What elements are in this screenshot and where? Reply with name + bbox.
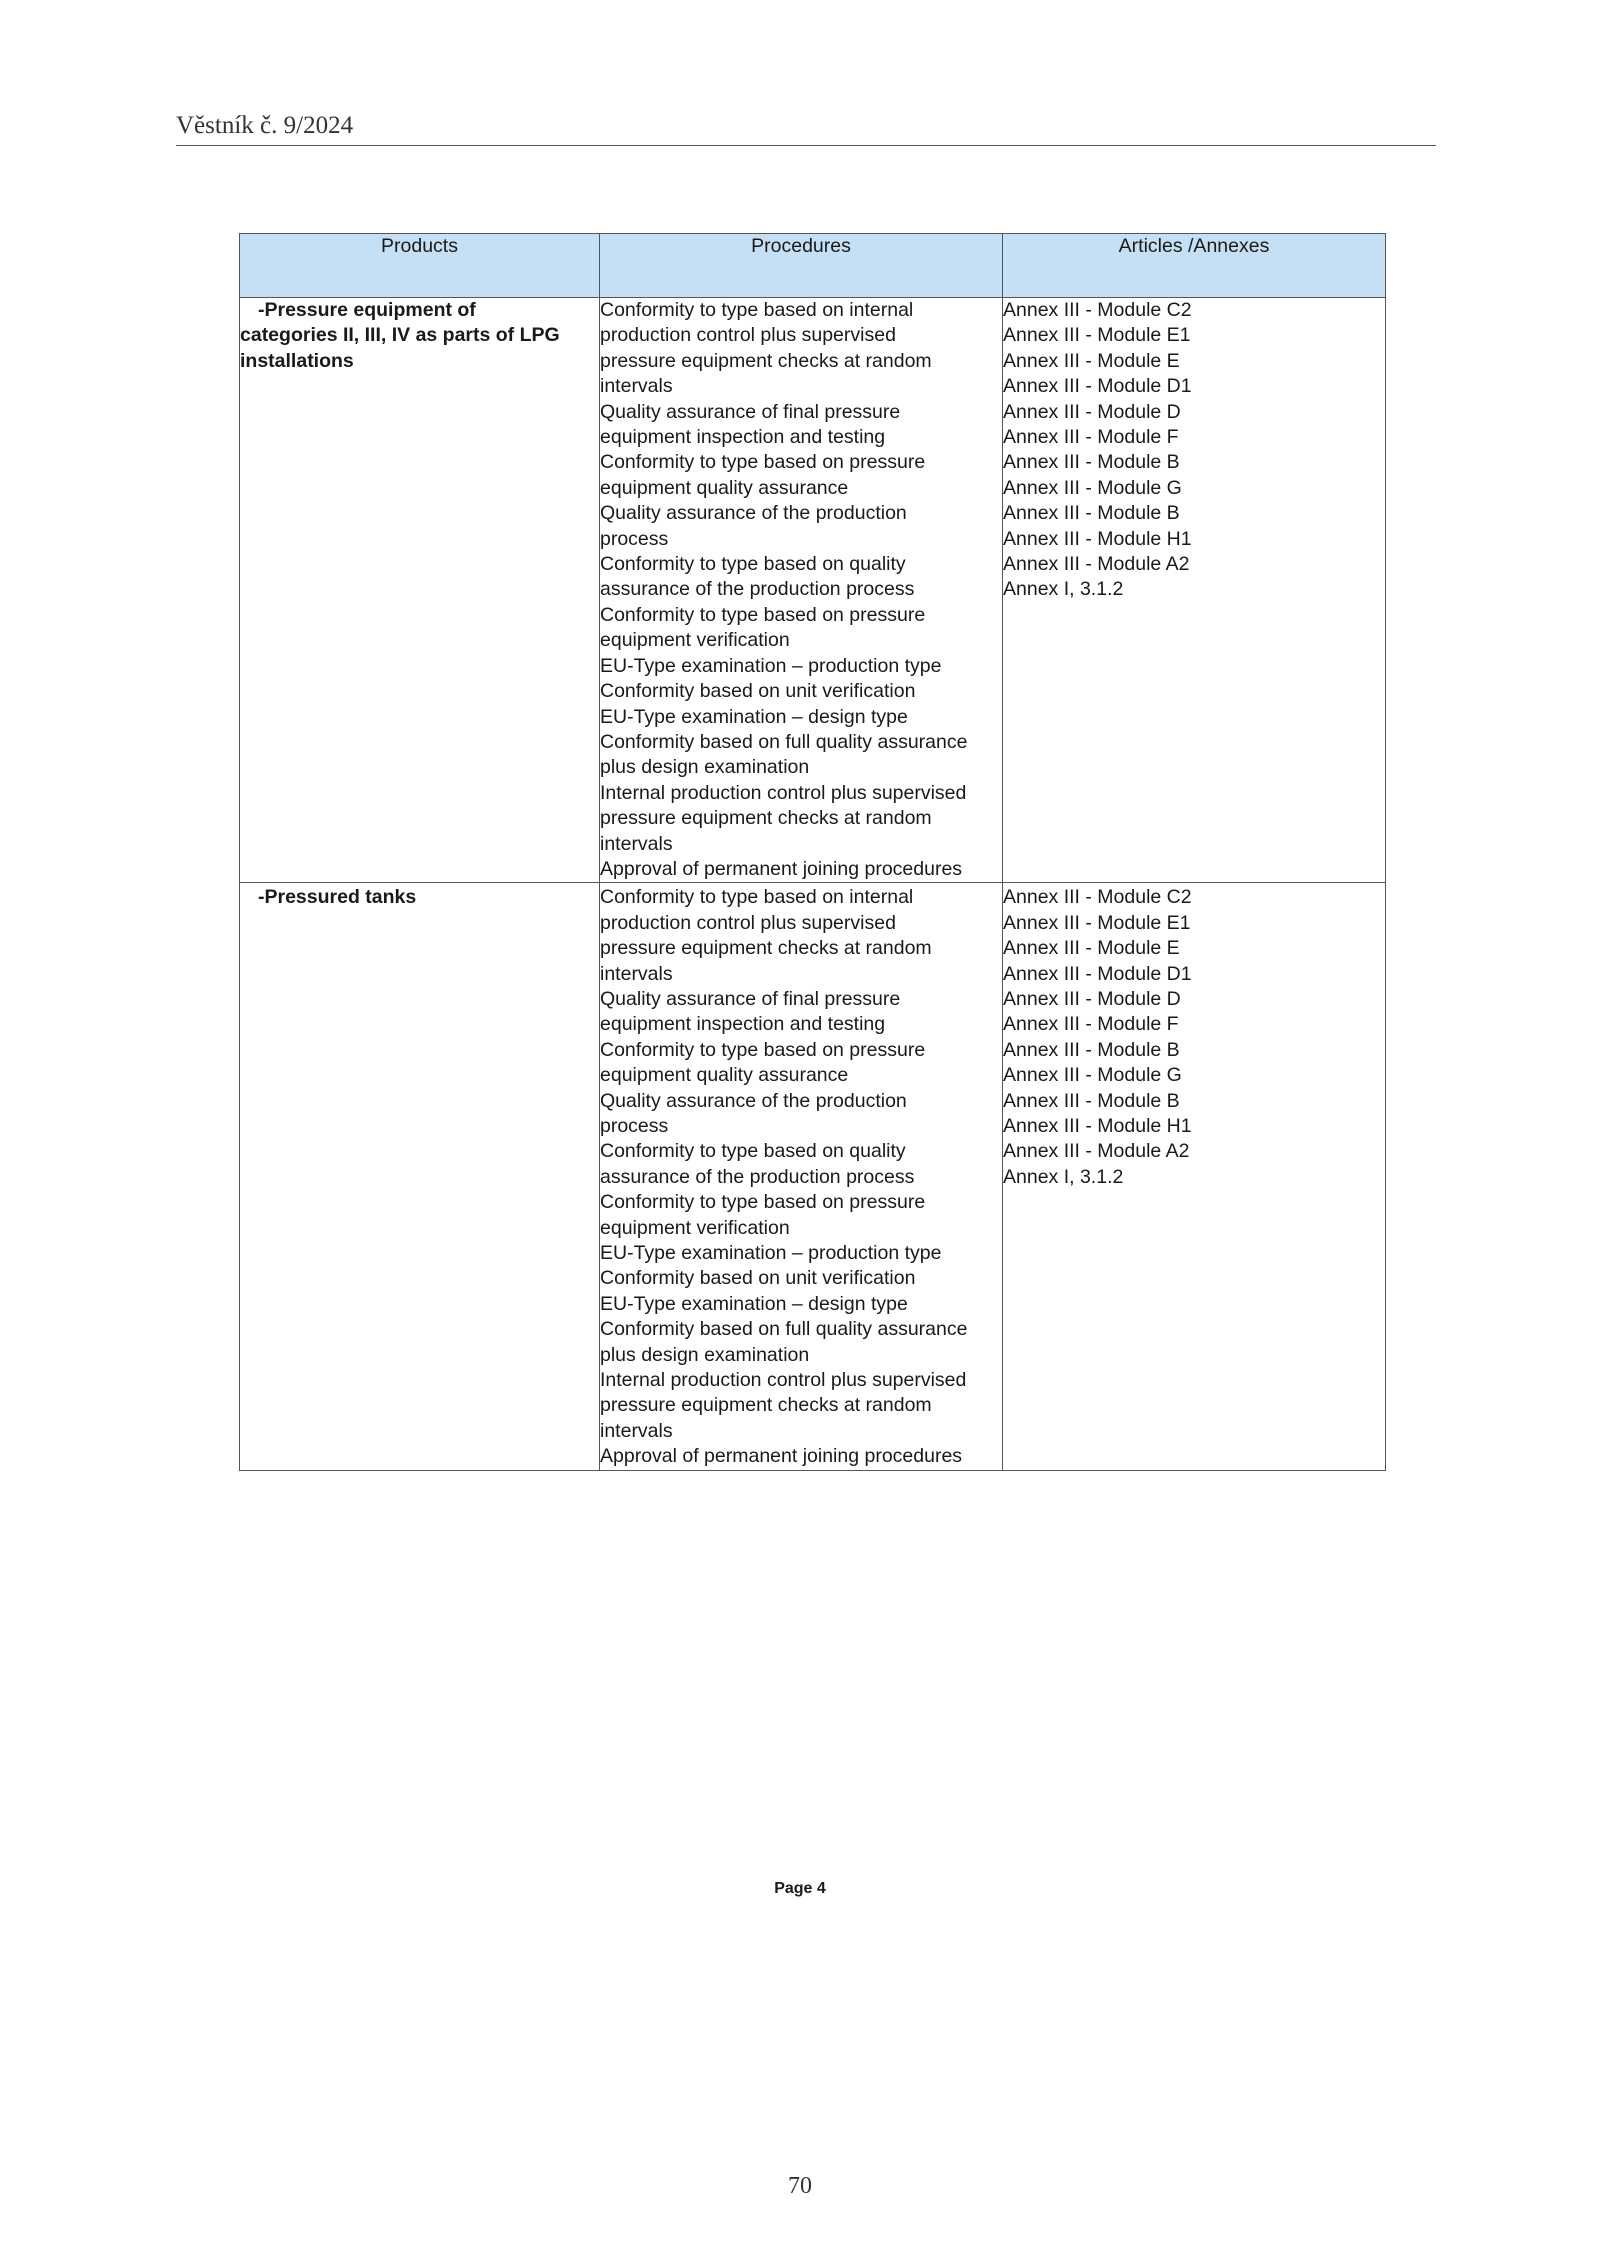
annexes-cell	[1003, 883, 1386, 1470]
annex-line: Annex III - Module E1	[1003, 324, 1191, 347]
procedure-line: EU-Type examination – production type	[600, 654, 942, 677]
procedure-line: intervals	[600, 832, 673, 855]
procedure-line: equipment quality assurance	[600, 476, 849, 499]
procedure-line: equipment inspection and testing	[600, 426, 886, 449]
column-header-products: Products	[240, 234, 600, 298]
procedure-line: Quality assurance of the production	[600, 502, 907, 525]
procedure-line: Conformity to type based on internal	[600, 886, 914, 909]
annex-line: Annex III - Module A2	[1003, 553, 1190, 576]
table-row	[240, 298, 1386, 883]
annexes-cell	[1003, 298, 1386, 883]
journal-title: Věstník č. 9/2024	[176, 112, 354, 139]
annex-line: Annex III - Module E	[1003, 937, 1180, 960]
procedure-line: equipment verification	[600, 629, 790, 652]
column-header-procedures: Procedures	[600, 234, 1003, 298]
procedure-line: pressure equipment checks at random	[600, 807, 932, 830]
header-divider	[176, 145, 1436, 146]
products-procedures-table	[239, 233, 1386, 1471]
procedure-line: production control plus supervised	[600, 324, 896, 347]
procedure-line: Conformity to type based on quality	[600, 1140, 906, 1163]
product-line: installations	[240, 349, 354, 372]
procedure-line: Conformity to type based on pressure	[600, 451, 926, 474]
procedure-line: plus design examination	[600, 756, 810, 779]
procedure-line: assurance of the production process	[600, 578, 915, 601]
procedure-line: Conformity to type based on internal	[600, 299, 914, 321]
annex-line: Annex I, 3.1.2	[1003, 1165, 1124, 1188]
procedure-line: Internal production control plus supervised	[600, 781, 967, 804]
column-header-annexes: Articles /Annexes	[1003, 234, 1386, 298]
procedure-line: Conformity to type based on pressure	[600, 603, 926, 626]
procedure-line: process	[600, 1115, 669, 1137]
table-header-row	[240, 234, 1386, 298]
procedure-line: plus design examination	[600, 1343, 810, 1366]
annex-line: Annex III - Module B	[1003, 451, 1180, 474]
annex-line: Annex III - Module E1	[1003, 911, 1191, 934]
procedure-line: Conformity based on unit verification	[600, 680, 916, 703]
procedure-line: Conformity based on full quality assurance	[600, 1318, 968, 1341]
procedure-line: pressure equipment checks at random	[600, 1394, 932, 1417]
annex-line: Annex III - Module E	[1003, 349, 1180, 372]
product-line: -Pressure equipment of	[258, 299, 476, 321]
procedure-line: pressure equipment checks at random	[600, 349, 932, 372]
annex-line: Annex I, 3.1.2	[1003, 578, 1124, 601]
procedure-line: equipment verification	[600, 1216, 790, 1239]
procedure-line: Internal production control plus supervised	[600, 1369, 967, 1392]
annex-line: Annex III - Module C2	[1003, 299, 1192, 321]
procedure-line: Approval of permanent joining procedures	[600, 857, 963, 880]
procedure-line: equipment quality assurance	[600, 1064, 849, 1087]
annex-line: Annex III - Module F	[1003, 1013, 1179, 1036]
annex-line: Annex III - Module D1	[1003, 375, 1192, 398]
procedure-line: Conformity to type based on pressure	[600, 1038, 926, 1061]
footer-page-label: Page 4	[774, 1880, 826, 1897]
procedure-line: production control plus supervised	[600, 911, 896, 934]
procedure-line: Conformity to type based on pressure	[600, 1191, 926, 1214]
procedure-line: assurance of the production process	[600, 1165, 915, 1188]
annex-line: Annex III - Module C2	[1003, 886, 1192, 909]
procedure-line: intervals	[600, 375, 673, 398]
table-row	[240, 883, 1386, 1470]
page-number: 70	[788, 2173, 812, 2199]
annex-line: Annex III - Module D1	[1003, 962, 1192, 985]
procedure-line: equipment inspection and testing	[600, 1013, 886, 1036]
procedure-line: Conformity to type based on quality	[600, 553, 906, 576]
procedure-line: Approval of permanent joining procedures	[600, 1445, 963, 1468]
annex-line: Annex III - Module H1	[1003, 1115, 1192, 1137]
annex-line: Annex III - Module B	[1003, 502, 1180, 525]
procedure-line: EU-Type examination – production type	[600, 1242, 942, 1265]
annex-line: Annex III - Module F	[1003, 426, 1179, 449]
annex-line: Annex III - Module G	[1003, 1064, 1182, 1087]
annex-line: Annex III - Module B	[1003, 1089, 1180, 1112]
procedure-line: Quality assurance of the production	[600, 1089, 907, 1112]
annex-line: Annex III - Module B	[1003, 1038, 1180, 1061]
procedure-line: Conformity based on unit verification	[600, 1267, 916, 1290]
procedure-line: Quality assurance of final pressure	[600, 987, 901, 1010]
procedure-line: Quality assurance of final pressure	[600, 400, 901, 423]
annex-line: Annex III - Module D	[1003, 987, 1181, 1010]
procedure-line: Conformity based on full quality assurance	[600, 730, 968, 753]
procedure-line: intervals	[600, 962, 673, 985]
product-cell	[240, 298, 600, 883]
procedure-line: EU-Type examination – design type	[600, 1292, 908, 1315]
annex-line: Annex III - Module H1	[1003, 527, 1192, 550]
annex-line: Annex III - Module D	[1003, 400, 1181, 423]
procedure-line: process	[600, 527, 669, 550]
procedure-line: intervals	[600, 1419, 673, 1442]
product-line: -Pressured tanks	[258, 886, 417, 909]
product-line: categories II, III, IV as parts of LPG	[240, 324, 560, 347]
procedures-cell	[600, 298, 1003, 883]
annex-line: Annex III - Module A2	[1003, 1140, 1190, 1163]
procedure-line: pressure equipment checks at random	[600, 937, 932, 960]
annex-line: Annex III - Module G	[1003, 476, 1182, 499]
procedures-cell	[600, 883, 1003, 1470]
product-cell	[240, 883, 600, 1470]
procedure-line: EU-Type examination – design type	[600, 705, 908, 728]
